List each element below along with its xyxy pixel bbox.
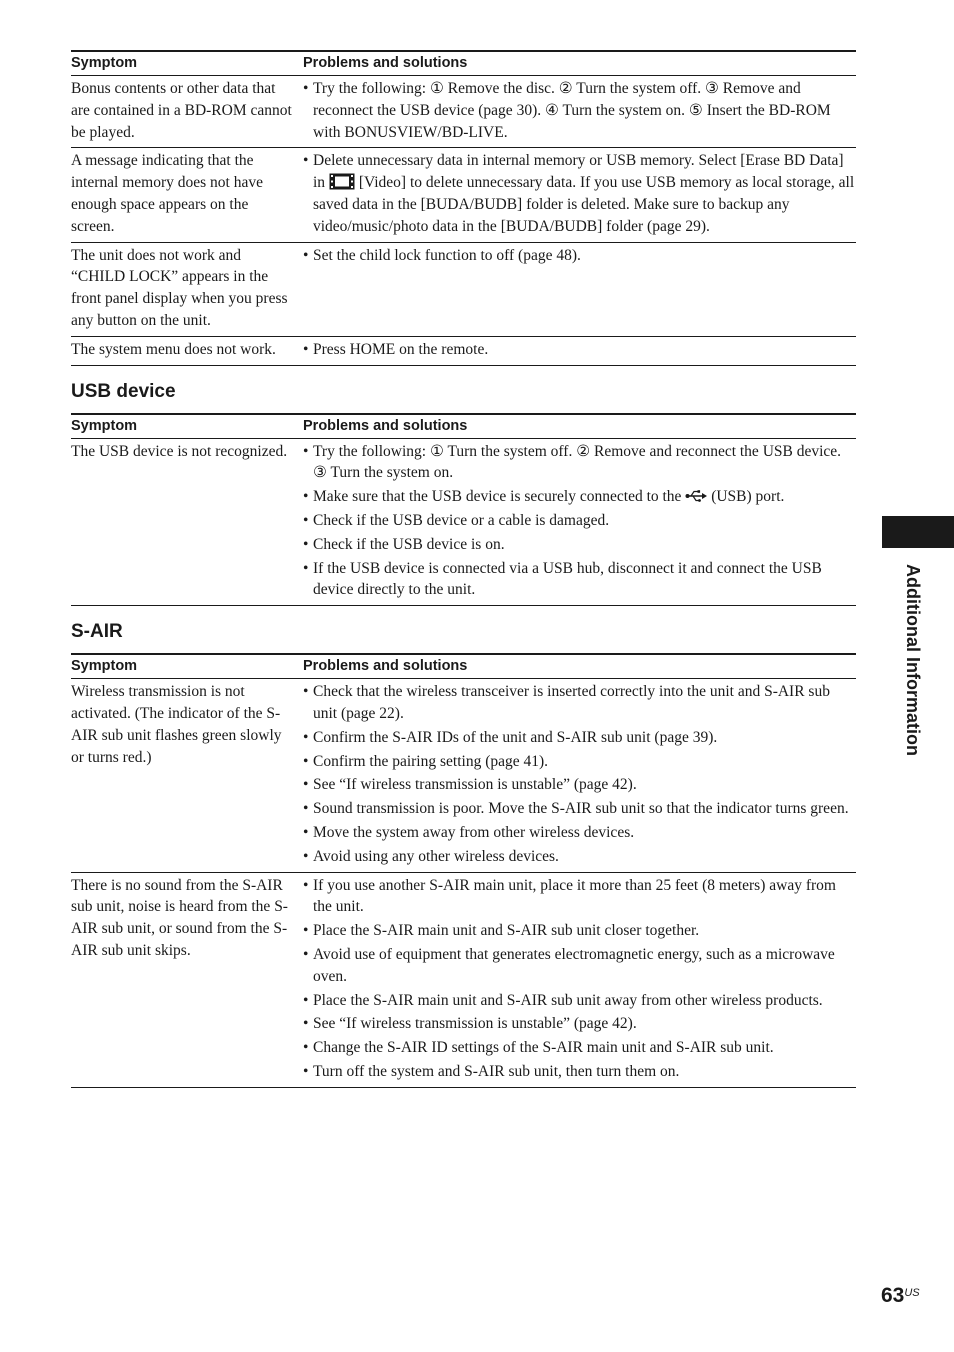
solution-item: • If the USB device is connected via a USB hub, disconnect it and connect the USB device directly to the unit.	[303, 558, 856, 602]
solution-item	[303, 486, 856, 508]
symptom-cell: The unit does not work and “CHILD LOCK” appears in the front panel display when you press any button on the unit.	[71, 242, 303, 336]
page-number	[881, 1284, 920, 1308]
solution-item: • Confirm the S-AIR IDs of the unit and S-AIR sub unit (page 39).	[303, 727, 856, 749]
solutions-header: Problems and solutions	[303, 654, 856, 679]
symptom-cell: A message indicating that the internal memory does not have enough space appears on the screen.	[71, 148, 303, 242]
table-row	[71, 679, 856, 872]
section-title-usb-device: USB device	[71, 380, 176, 402]
side-tab-label: Additional Information	[903, 564, 923, 756]
solutions-header: Problems and solutions	[303, 414, 856, 439]
symptom-cell: Wireless transmission is not activated. (The indicator of the S-AIR sub unit flashes green slowly or turns red.)	[71, 679, 303, 872]
symptom-header: Symptom	[71, 654, 303, 679]
solution-item: • Place the S-AIR main unit and S-AIR sub unit away from other wireless products.	[303, 990, 856, 1012]
solution-item: • Check that the wireless transceiver is inserted correctly into the unit and S-AIR sub unit (page 22).	[303, 681, 856, 725]
solution-item	[303, 150, 856, 237]
usb-icon	[685, 490, 707, 502]
symptom-cell: Bonus contents or other data that are contained in a BD-ROM cannot be played.	[71, 76, 303, 148]
usb-troubleshooting-table	[71, 413, 856, 607]
solutions-cell	[303, 76, 856, 148]
solution-item: • Confirm the pairing setting (page 41).	[303, 751, 856, 773]
side-tab-marker	[882, 516, 954, 548]
solution-text: Delete unnecessary data in internal memory or USB memory. Select [Erase BD Data] in	[313, 152, 844, 192]
solution-text: [Video] to delete unnecessary data. If you use USB memory as local storage, all saved data in the [BUDA/BUDB] folder is deleted. Make sure to backup any video/music/photo data in the [BUDA/BUDB] folder (page 29).	[313, 174, 855, 235]
solution-item: • Avoid use of equipment that generates electromagnetic energy, such as a microwave oven.	[303, 944, 856, 988]
solution-item: • See “If wireless transmission is unstable” (page 42).	[303, 1013, 856, 1035]
solution-item: • See “If wireless transmission is unstable” (page 42).	[303, 774, 856, 796]
solution-item: • Turn off the system and S-AIR sub unit, then turn them on.	[303, 1061, 856, 1083]
solutions-cell	[303, 242, 856, 336]
symptom-cell: The system menu does not work.	[71, 336, 303, 365]
solutions-cell	[303, 336, 856, 365]
table-row	[71, 148, 856, 242]
solution-item: • Check if the USB device or a cable is damaged.	[303, 510, 856, 532]
table-row	[71, 76, 856, 148]
s-air-troubleshooting-table	[71, 653, 856, 1088]
solution-text: Make sure that the USB device is securely connected to the	[313, 488, 682, 506]
solutions-cell	[303, 438, 856, 606]
solutions-header: Problems and solutions	[303, 51, 856, 76]
table-row	[71, 336, 856, 365]
symptom-header: Symptom	[71, 414, 303, 439]
solution-item: • Check if the USB device is on.	[303, 534, 856, 556]
solution-item: • Change the S-AIR ID settings of the S-AIR main unit and S-AIR sub unit.	[303, 1037, 856, 1059]
solutions-cell	[303, 872, 856, 1087]
general-troubleshooting-table	[71, 50, 856, 366]
symptom-cell: There is no sound from the S-AIR sub unit, noise is heard from the S-AIR sub unit, or sound from the S-AIR sub unit skips.	[71, 872, 303, 1087]
solutions-cell	[303, 679, 856, 872]
symptom-cell: The USB device is not recognized.	[71, 438, 303, 606]
page-content	[71, 50, 856, 1088]
solution-item: • If you use another S-AIR main unit, place it more than 25 feet (8 meters) away from the unit.	[303, 875, 856, 919]
solution-item: • Set the child lock function to off (page 48).	[303, 245, 856, 267]
solution-text: (USB) port.	[711, 488, 785, 506]
solutions-cell	[303, 148, 856, 242]
table-row	[71, 438, 856, 606]
page-number-value: 63	[881, 1284, 905, 1307]
table-row	[71, 872, 856, 1087]
solution-item: • Sound transmission is poor. Move the S-AIR sub unit so that the indicator turns green.	[303, 798, 856, 820]
solution-item: • Move the system away from other wireless devices.	[303, 822, 856, 844]
film-strip-icon	[329, 173, 355, 190]
solution-item: • Place the S-AIR main unit and S-AIR sub unit closer together.	[303, 920, 856, 942]
solution-item: • Avoid using any other wireless devices.	[303, 846, 856, 868]
table-row	[71, 242, 856, 336]
page-number-suffix: US	[904, 1287, 920, 1299]
solution-item: • Press HOME on the remote.	[303, 339, 856, 361]
section-title-s-air: S-AIR	[71, 621, 123, 643]
symptom-header: Symptom	[71, 51, 303, 76]
solution-item: • Try the following: ① Remove the disc. ② Turn the system off. ③ Remove and reconnect the USB device (page 30). ④ Turn the system on. ⑤ Insert the BD-ROM with BONUSVIEW/BD-LIVE.	[303, 78, 856, 143]
solution-item: • Try the following: ① Turn the system off. ② Remove and reconnect the USB device. ③ Turn the system on.	[303, 441, 856, 485]
